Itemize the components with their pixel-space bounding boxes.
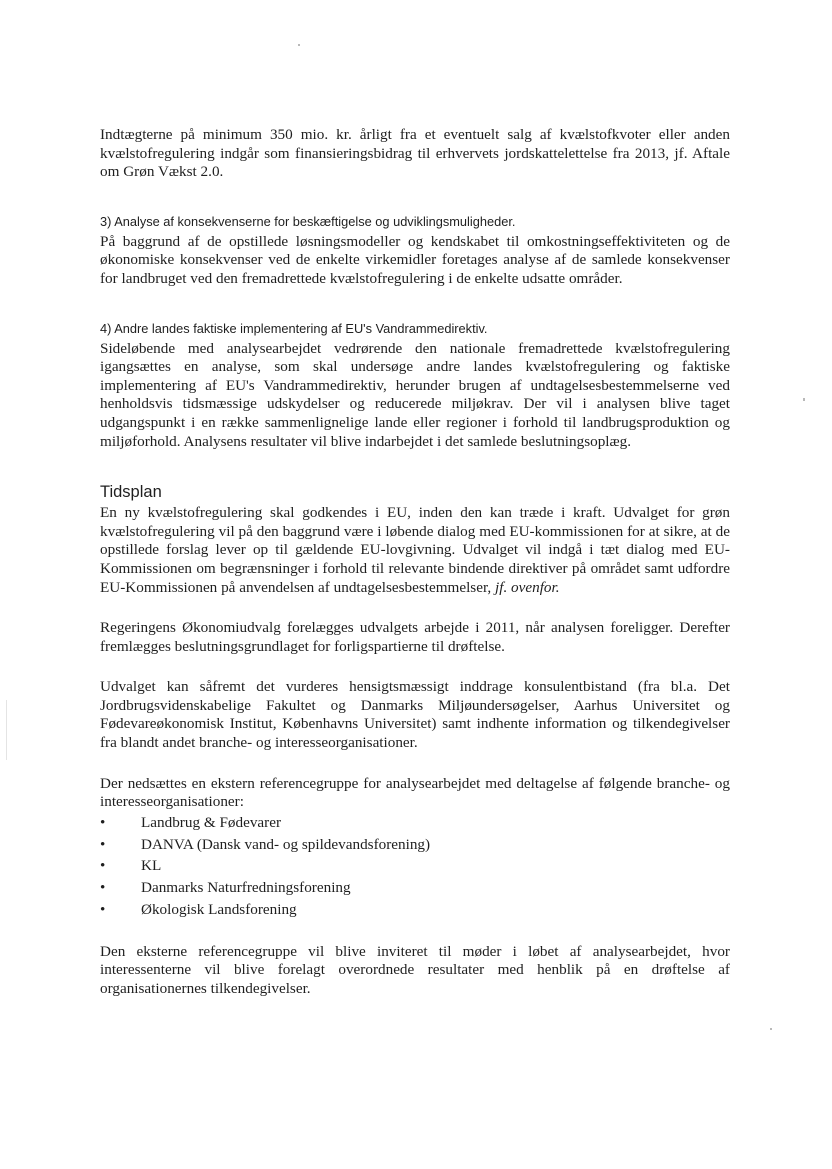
scan-speck (298, 44, 300, 46)
scan-speck (770, 1028, 772, 1030)
tidsplan-paragraph-1 (100, 504, 730, 597)
bullet-icon: • (100, 835, 106, 853)
list-item (100, 877, 730, 899)
tidsplan-heading: Tidsplan (100, 483, 162, 502)
tidsplan-paragraph-4: Der nedsættes en ekstern referencegruppe for analysearbejdet med deltagelse af følgende branche- og interesseorganisationer: (100, 774, 730, 811)
list-item-text: DANVA (Dansk vand- og spildevandsforening) (141, 835, 431, 853)
organisation-list (100, 812, 730, 921)
list-item-text: Økologisk Landsforening (141, 901, 297, 919)
list-item-text: Landbrug & Fødevarer (141, 813, 282, 831)
document-page (100, 126, 730, 999)
bullet-icon: • (100, 813, 106, 831)
section3-heading: 3) Analyse af konsekvenserne for beskæftigelse og udviklingsmuligheder. (100, 213, 516, 229)
section3-body: På baggrund af de opstillede løsningsmodeller og kendskabet til omkostningseffektiviteten og de økonomiske konsekvenser ved de enkelte virkemidler foretages analyse af de samlede konsekvenser for landbruget ved den fremadrettede kvælstofregulering i de enkelte udsatte områder. (100, 232, 730, 287)
tidsplan-paragraph-5: Den eksterne referencegruppe vil blive inviteret til møder i løbet af analysearbejdet, hvor interessenterne vil blive forelagt overordnede resultater med henblik på en drøftelse af organisationernes tilkendegivelser. (100, 942, 730, 998)
intro-paragraph: Indtægterne på minimum 350 mio. kr. årligt fra et eventuelt salg af kvælstofkvoter eller anden kvælstofregulering indgår som finansieringsbidrag til erhvervets jordskattelettelse fra 2013, jf. Aftale om Grøn Vækst 2.0. (100, 126, 730, 181)
bullet-icon: • (100, 857, 106, 875)
section4-heading: 4) Andre landes faktiske implementering af EU's Vandrammedirektiv. (100, 320, 488, 336)
list-item (100, 834, 730, 856)
list-item (100, 855, 730, 877)
list-item-text: Danmarks Naturfredningsforening (141, 879, 351, 897)
tidsplan-paragraph-2: Regeringens Økonomiudvalg forelægges udvalgets arbejde i 2011, når analysen foreligger. Derefter fremlægges beslutningsgrundlaget for forligspartierne til drøftelse. (100, 619, 730, 655)
scan-speck (803, 398, 805, 401)
bullet-icon: • (100, 879, 106, 897)
tidsplan-paragraph-1-text: En ny kvælstofregulering skal godkendes i EU, inden den kan træde i kraft. Udvalget for grøn kvælstofregulering vil på den baggrund være i løbende dialog med EU-kommissionen for at sikre, at de opstillede forslag lever op til gældende EU-lovgivning. Udvalget vil indgå i tæt dialog med EU-Kommissionen om begrænsninger i forhold til relevante bindende direktiver på området samt udfordre EU-Kommissionen på anvendelsen af undtagelsesbestemmelser, (100, 504, 730, 596)
tidsplan-paragraph-3: Udvalget kan såfremt det vurderes hensigtsmæssigt inddrage konsulentbistand (fra bl.a. Det Jordbrugsvidenskabelige Fakultet og Danmarks Miljøundersøgelser, Aarhus Universitet og Fødevareøkonomisk Institut, Københavns Universitet) samt indhente information og tilkendegivelser fra blandt andet branche- og interesseorganisationer. (100, 678, 730, 752)
bullet-icon: • (100, 901, 106, 919)
list-item (100, 812, 730, 834)
section4-body: Sideløbende med analysearbejdet vedrørende den nationale fremadrettede kvælstofregulering igangsættes en analyse, som skal undersøge andre landes kvælstofregulering og faktiske implementering af EU's Vandrammedirektiv, herunder brugen af undtagelsesbestemmelserne ved henholdsvis tidsmæssige udskydelser og reducerede miljøkrav. Der vil i analysen blive taget udgangspunkt i en række sammenlignelige lande eller regioner i forhold til landbrugsproduktion og miljøforhold. Analysens resultater vil blive indarbejdet i det samlede beslutningsoplæg. (100, 339, 730, 450)
list-item-text: KL (141, 857, 162, 875)
list-item (100, 899, 730, 921)
scan-speck (6, 700, 7, 760)
tidsplan-paragraph-1-reference: jf. ovenfor. (495, 578, 560, 596)
